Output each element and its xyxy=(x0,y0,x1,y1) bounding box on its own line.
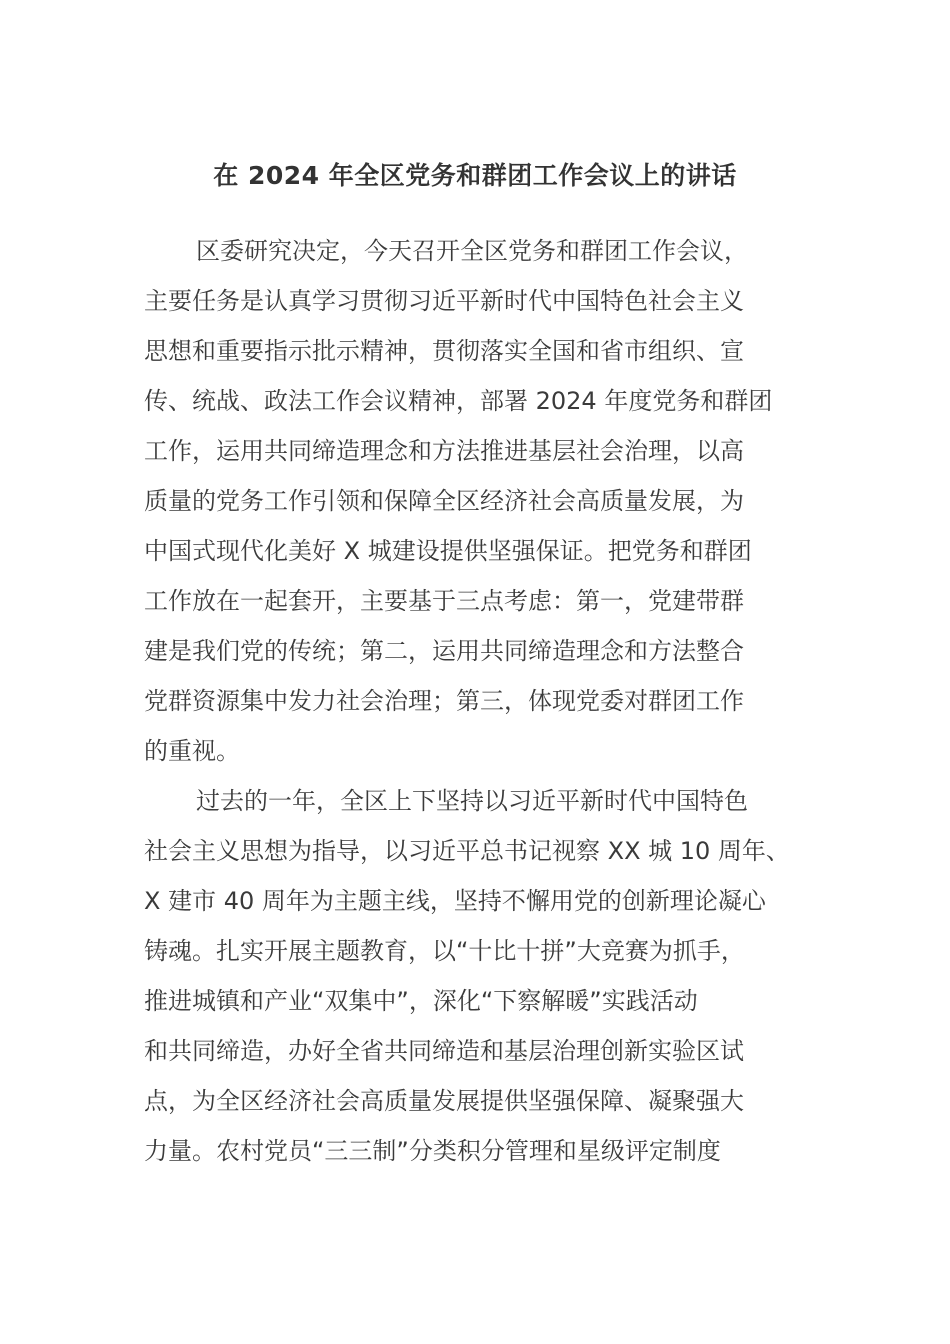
paragraph-line: X 建市 40 周年为主题主线，坚持不懈用党的创新理论凝心 xyxy=(144,887,766,915)
document-body xyxy=(144,226,810,1176)
paragraph-line: 建是我们党的传统；第二，运用共同缔造理念和方法整合 xyxy=(144,637,744,665)
paragraph-line: 主要任务是认真学习贯彻习近平新时代中国特色社会主义 xyxy=(144,287,744,315)
paragraph-line: 工作放在一起套开，主要基于三点考虑：第一，党建带群 xyxy=(144,587,744,615)
paragraph-line: 思想和重要指示批示精神，贯彻落实全国和省市组织、宣 xyxy=(144,337,744,365)
paragraph-line: 推进城镇和产业“双集中”，深化“下察解暖”实践活动 xyxy=(144,987,698,1015)
paragraph-line: 区委研究决定，今天召开全区党务和群团工作会议， xyxy=(196,237,748,265)
paragraph-line: 过去的一年，全区上下坚持以习近平新时代中国特色 xyxy=(196,787,748,815)
paragraph-line: 点，为全区经济社会高质量发展提供坚强保障、凝聚强大 xyxy=(144,1087,744,1115)
paragraph-line: 中国式现代化美好 X 城建设提供坚强保证。把党务和群团 xyxy=(144,537,752,565)
paragraph-line: 铸魂。扎实开展主题教育，以“十比十拼”大竞赛为抓手， xyxy=(144,937,745,965)
paragraph-line: 社会主义思想为指导，以习近平总书记视察 XX 城 10 周年、 xyxy=(144,837,790,865)
paragraph-line: 力量。农村党员“三三制”分类积分管理和星级评定制度 xyxy=(144,1137,721,1165)
paragraph-line: 党群资源集中发力社会治理；第三，体现党委对群团工作 xyxy=(144,687,744,715)
paragraph-1 xyxy=(144,226,810,776)
paragraph-line: 的重视。 xyxy=(144,737,240,765)
document-title: 在 2024 年全区党务和群团工作会议上的讲话 xyxy=(213,161,737,190)
paragraph-line: 传、统战、政法工作会议精神，部署 2024 年度党务和群团 xyxy=(144,387,773,415)
paragraph-line: 质量的党务工作引领和保障全区经济社会高质量发展，为 xyxy=(144,487,744,515)
paragraph-2 xyxy=(144,776,810,1176)
paragraph-line: 和共同缔造，办好全省共同缔造和基层治理创新实验区试 xyxy=(144,1037,744,1065)
paragraph-line: 工作，运用共同缔造理念和方法推进基层社会治理，以高 xyxy=(144,437,744,465)
